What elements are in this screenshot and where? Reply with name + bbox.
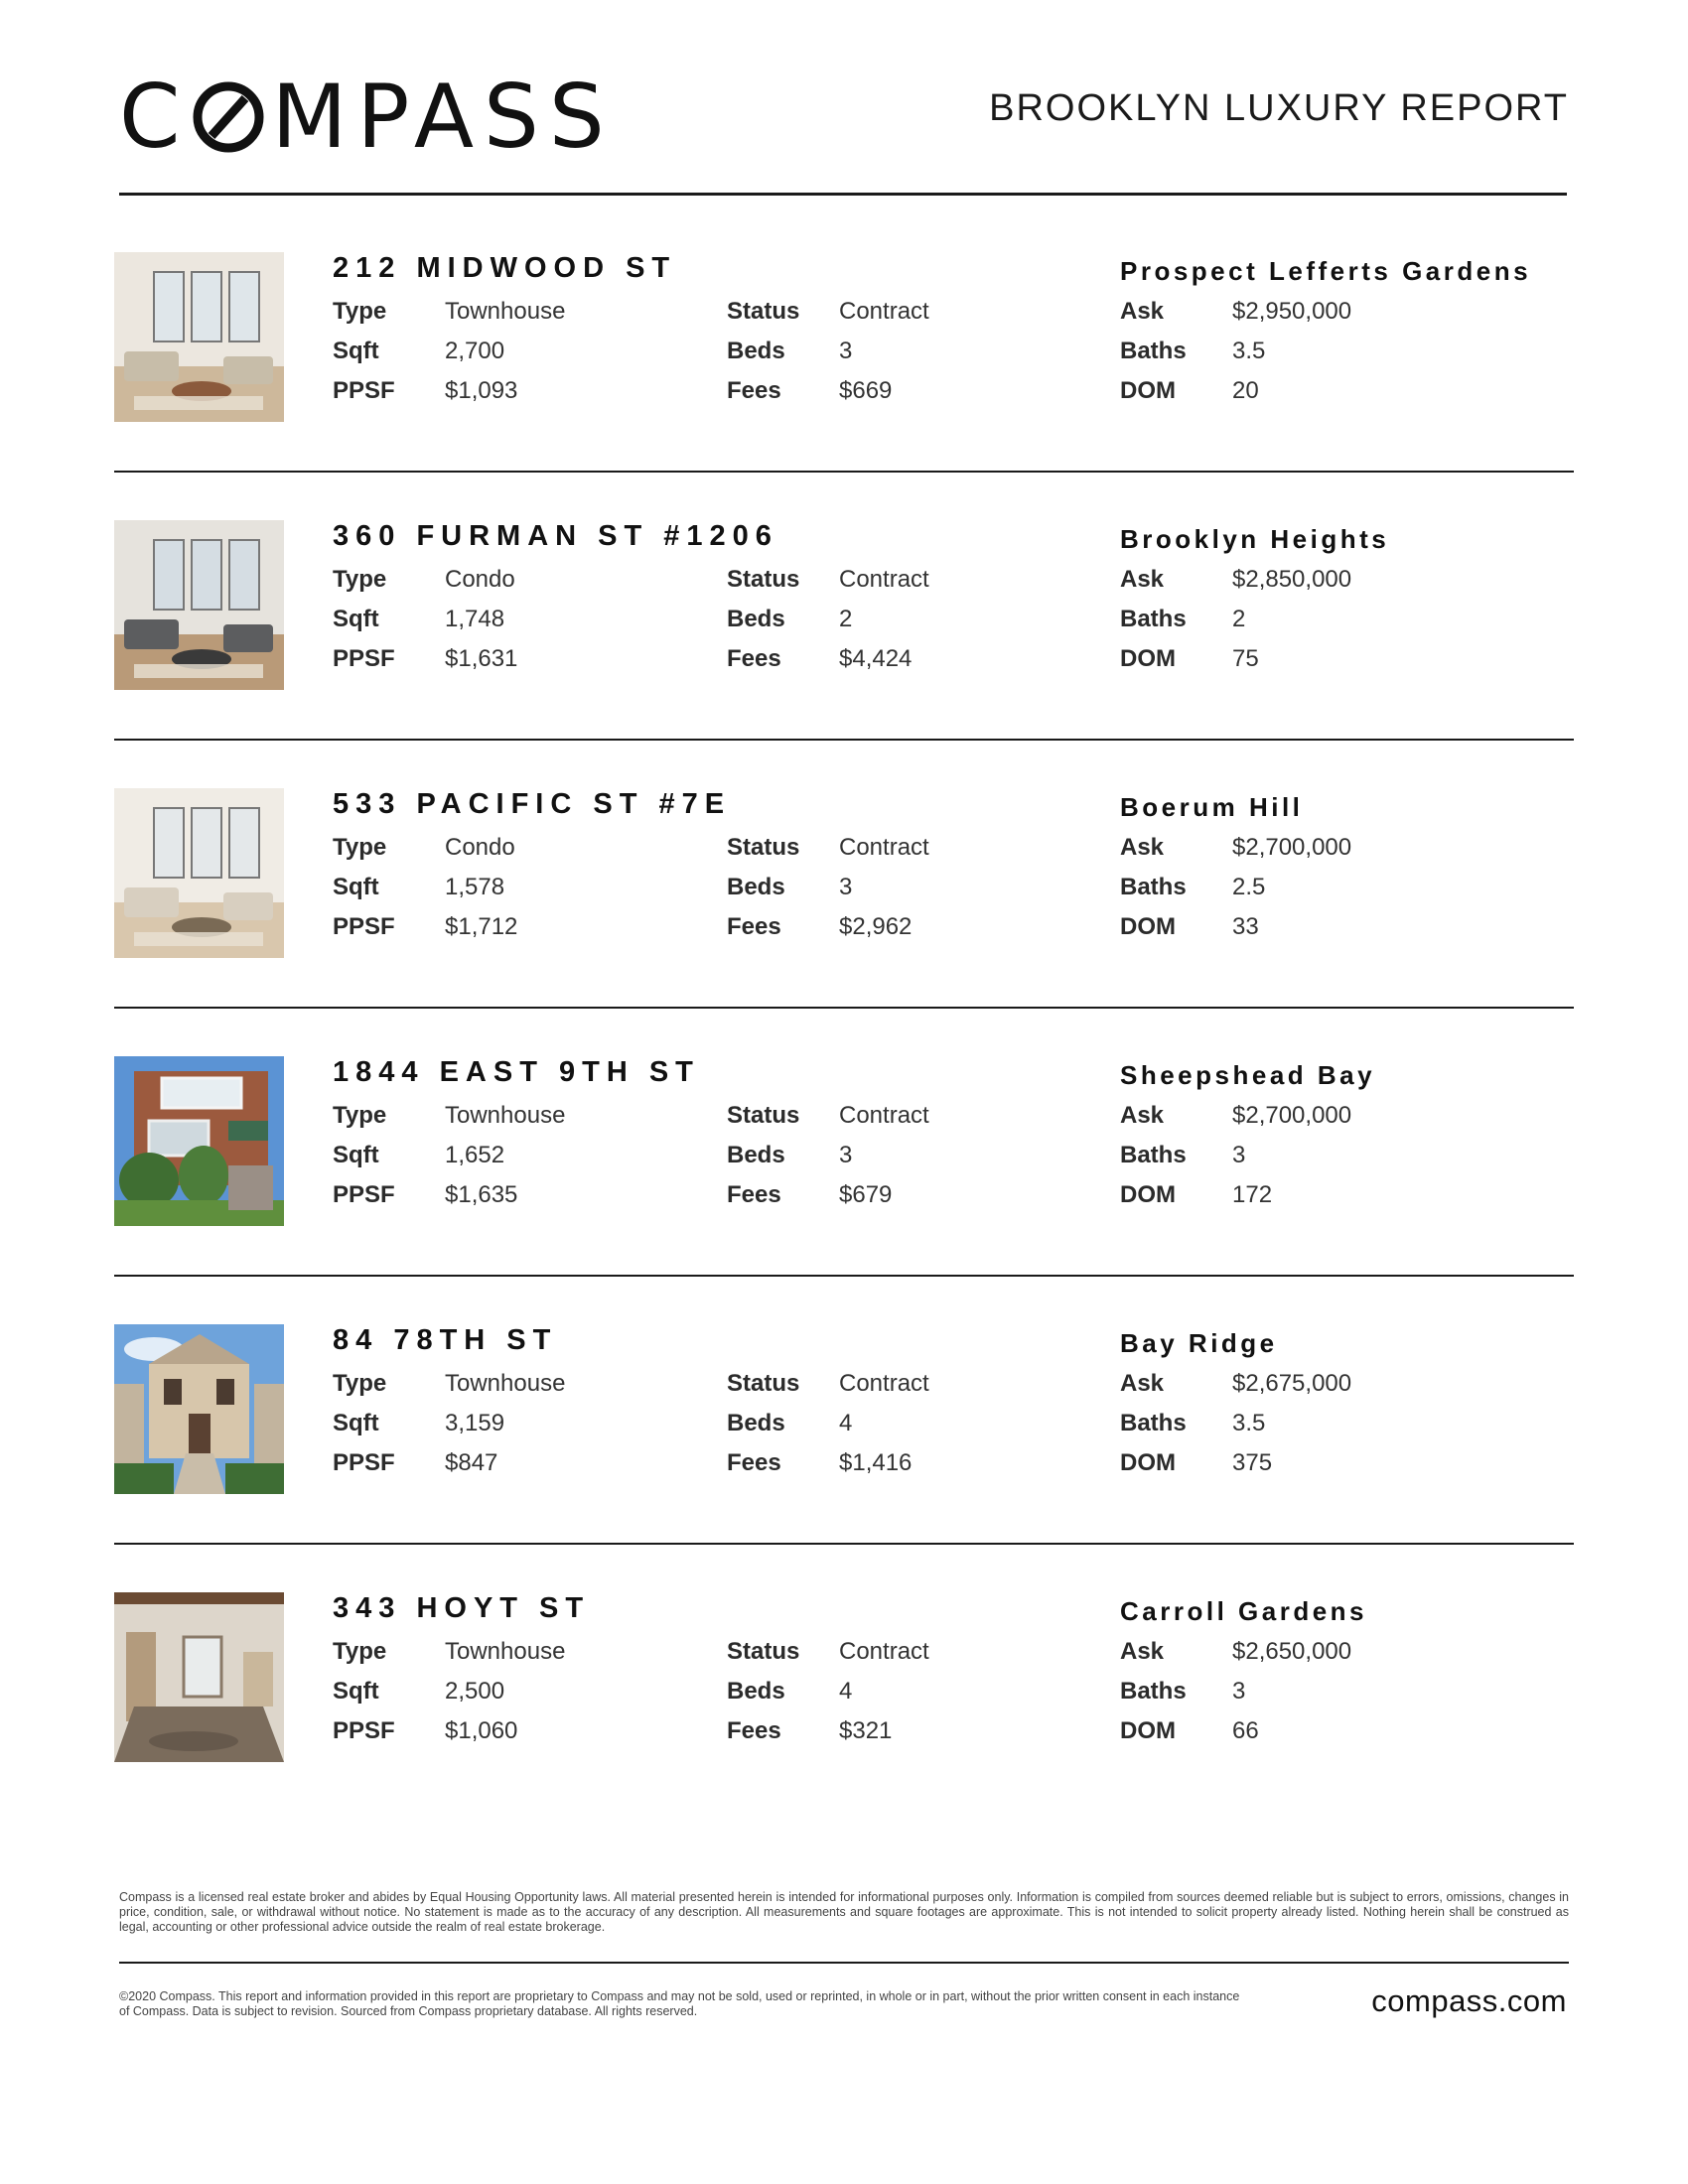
status-value: Contract [839, 1370, 929, 1397]
ppsf-label: PPSF [333, 1449, 395, 1476]
sqft-label: Sqft [333, 1142, 379, 1168]
footer-divider [119, 1962, 1569, 1964]
property-address: 212 MIDWOOD ST [333, 252, 677, 284]
listing-card [114, 1592, 1574, 1763]
property-address: 343 HOYT ST [333, 1592, 591, 1624]
ppsf-value: $1,093 [445, 377, 518, 404]
ppsf-value: $1,631 [445, 645, 518, 672]
ppsf-value: $1,060 [445, 1717, 518, 1744]
property-photo [114, 1056, 284, 1226]
beds-label: Beds [727, 1678, 785, 1705]
neighborhood-name: Prospect Lefferts Gardens [1120, 256, 1532, 286]
ppsf-value: $847 [445, 1449, 498, 1476]
property-address: 84 78TH ST [333, 1324, 558, 1356]
baths-label: Baths [1120, 1142, 1187, 1168]
listing-card [114, 1324, 1574, 1495]
living-room-photo [114, 788, 284, 958]
sqft-value: 1,652 [445, 1142, 505, 1168]
sqft-label: Sqft [333, 338, 379, 364]
ask-value: $2,700,000 [1232, 834, 1352, 861]
listing-card [114, 788, 1574, 959]
website-link[interactable]: compass.com [1371, 1983, 1567, 2018]
beds-value: 3 [839, 874, 853, 900]
type-value: Townhouse [445, 1102, 566, 1129]
beds-value: 4 [839, 1410, 853, 1436]
property-address: 360 FURMAN ST #1206 [333, 520, 778, 552]
dom-label: DOM [1120, 1181, 1176, 1208]
type-label: Type [333, 1638, 387, 1665]
listing-card [114, 252, 1574, 423]
ppsf-label: PPSF [333, 377, 395, 404]
ask-value: $2,850,000 [1232, 566, 1352, 593]
dom-value: 375 [1232, 1449, 1273, 1476]
status-value: Contract [839, 1102, 929, 1129]
property-address: 1844 EAST 9TH ST [333, 1056, 700, 1088]
status-label: Status [727, 566, 800, 593]
baths-value: 3 [1232, 1142, 1246, 1168]
property-photo [114, 520, 284, 690]
type-value: Townhouse [445, 298, 566, 325]
dom-value: 75 [1232, 645, 1259, 672]
beds-value: 2 [839, 606, 853, 632]
listing-divider [114, 1007, 1574, 1009]
sqft-label: Sqft [333, 1410, 379, 1436]
ppsf-label: PPSF [333, 913, 395, 940]
fees-value: $4,424 [839, 645, 913, 672]
living-room-photo [114, 252, 284, 422]
type-label: Type [333, 1370, 387, 1397]
baths-value: 3.5 [1232, 338, 1266, 364]
listing-divider [114, 471, 1574, 473]
type-value: Townhouse [445, 1370, 566, 1397]
stone-house-exterior-photo [114, 1324, 284, 1494]
dom-label: DOM [1120, 1717, 1176, 1744]
beds-label: Beds [727, 338, 785, 364]
neighborhood-name: Bay Ridge [1120, 1328, 1278, 1358]
dom-label: DOM [1120, 377, 1176, 404]
property-photo [114, 1324, 284, 1494]
dom-label: DOM [1120, 1449, 1176, 1476]
beds-label: Beds [727, 1142, 785, 1168]
type-value: Townhouse [445, 1638, 566, 1665]
sqft-label: Sqft [333, 1678, 379, 1705]
baths-label: Baths [1120, 1410, 1187, 1436]
status-value: Contract [839, 566, 929, 593]
baths-label: Baths [1120, 338, 1187, 364]
baths-value: 3.5 [1232, 1410, 1266, 1436]
listing-divider [114, 1543, 1574, 1545]
status-value: Contract [839, 298, 929, 325]
neighborhood-name: Brooklyn Heights [1120, 524, 1390, 554]
fees-label: Fees [727, 377, 781, 404]
neighborhood-name: Carroll Gardens [1120, 1596, 1368, 1626]
status-label: Status [727, 1102, 800, 1129]
fees-value: $679 [839, 1181, 893, 1208]
ask-label: Ask [1120, 566, 1165, 593]
baths-value: 3 [1232, 1678, 1246, 1705]
neighborhood-name: Sheepshead Bay [1120, 1060, 1376, 1090]
ppsf-value: $1,635 [445, 1181, 518, 1208]
type-label: Type [333, 1102, 387, 1129]
beds-value: 3 [839, 338, 853, 364]
property-photo [114, 252, 284, 422]
brick-house-exterior-photo [114, 1056, 284, 1226]
baths-label: Baths [1120, 1678, 1187, 1705]
baths-label: Baths [1120, 606, 1187, 632]
baths-label: Baths [1120, 874, 1187, 900]
fees-value: $669 [839, 377, 893, 404]
dom-label: DOM [1120, 645, 1176, 672]
compass-logo: C MPASS [119, 66, 615, 168]
ask-label: Ask [1120, 1370, 1165, 1397]
legal-disclaimer: Compass is a licensed real estate broker and abides by Equal Housing Opportunity laws. All material presented herein is intended for informational purposes only. Information is compiled from sources deemed reliable but is subject to errors, omissions, changes in price, condition, sale, or withdrawal without notice. No statement is made as to the accuracy of any description. All measurements and square footages are approximate. This is not intended to solicit property already listed. Nothing herein shall be construed as legal, accounting or other professional advice outside the realm of real estate brokerage. [119, 1890, 1569, 1934]
type-value: Condo [445, 834, 515, 861]
dom-value: 172 [1232, 1181, 1273, 1208]
listing-card [114, 520, 1574, 691]
ask-label: Ask [1120, 1102, 1165, 1129]
type-label: Type [333, 566, 387, 593]
copyright-notice: ©2020 Compass. This report and information provided in this report are proprietary to Compass and may not be sold, used or reprinted, in whole or in part, without the prior written consent in each instance of Compass. Data is subject to revision. Sourced from Compass proprietary database. All rights reserved. [119, 1989, 1240, 2018]
compass-logo-o-icon [192, 80, 265, 154]
status-value: Contract [839, 1638, 929, 1665]
dom-value: 33 [1232, 913, 1259, 940]
beds-value: 3 [839, 1142, 853, 1168]
sqft-value: 3,159 [445, 1410, 505, 1436]
dom-value: 20 [1232, 377, 1259, 404]
sqft-value: 1,578 [445, 874, 505, 900]
ppsf-label: PPSF [333, 1181, 395, 1208]
sqft-value: 2,700 [445, 338, 505, 364]
sqft-label: Sqft [333, 606, 379, 632]
fees-value: $321 [839, 1717, 893, 1744]
ppsf-label: PPSF [333, 1717, 395, 1744]
neighborhood-name: Boerum Hill [1120, 792, 1304, 822]
fees-label: Fees [727, 1449, 781, 1476]
fees-label: Fees [727, 1181, 781, 1208]
report-header [119, 66, 1569, 168]
ask-value: $2,700,000 [1232, 1102, 1352, 1129]
fees-label: Fees [727, 913, 781, 940]
beds-label: Beds [727, 874, 785, 900]
fees-value: $1,416 [839, 1449, 913, 1476]
type-label: Type [333, 834, 387, 861]
ppsf-value: $1,712 [445, 913, 518, 940]
fees-label: Fees [727, 1717, 781, 1744]
property-photo [114, 788, 284, 958]
baths-value: 2 [1232, 606, 1246, 632]
report-title: BROOKLYN LUXURY REPORT [989, 87, 1569, 129]
property-photo [114, 1592, 284, 1762]
status-label: Status [727, 298, 800, 325]
living-room-photo [114, 520, 284, 690]
status-value: Contract [839, 834, 929, 861]
type-label: Type [333, 298, 387, 325]
type-value: Condo [445, 566, 515, 593]
ask-value: $2,675,000 [1232, 1370, 1352, 1397]
status-label: Status [727, 834, 800, 861]
header-divider [119, 193, 1567, 196]
status-label: Status [727, 1370, 800, 1397]
baths-value: 2.5 [1232, 874, 1266, 900]
fees-value: $2,962 [839, 913, 913, 940]
listing-card [114, 1056, 1574, 1227]
sqft-value: 1,748 [445, 606, 505, 632]
beds-label: Beds [727, 606, 785, 632]
ask-label: Ask [1120, 834, 1165, 861]
listing-divider [114, 739, 1574, 741]
beds-value: 4 [839, 1678, 853, 1705]
beds-label: Beds [727, 1410, 785, 1436]
unrenovated-interior-photo [114, 1592, 284, 1762]
property-address: 533 PACIFIC ST #7E [333, 788, 732, 820]
dom-label: DOM [1120, 913, 1176, 940]
listing-divider [114, 1275, 1574, 1277]
status-label: Status [727, 1638, 800, 1665]
ask-value: $2,950,000 [1232, 298, 1352, 325]
dom-value: 66 [1232, 1717, 1259, 1744]
ask-value: $2,650,000 [1232, 1638, 1352, 1665]
ppsf-label: PPSF [333, 645, 395, 672]
sqft-label: Sqft [333, 874, 379, 900]
fees-label: Fees [727, 645, 781, 672]
ask-label: Ask [1120, 1638, 1165, 1665]
sqft-value: 2,500 [445, 1678, 505, 1705]
ask-label: Ask [1120, 298, 1165, 325]
